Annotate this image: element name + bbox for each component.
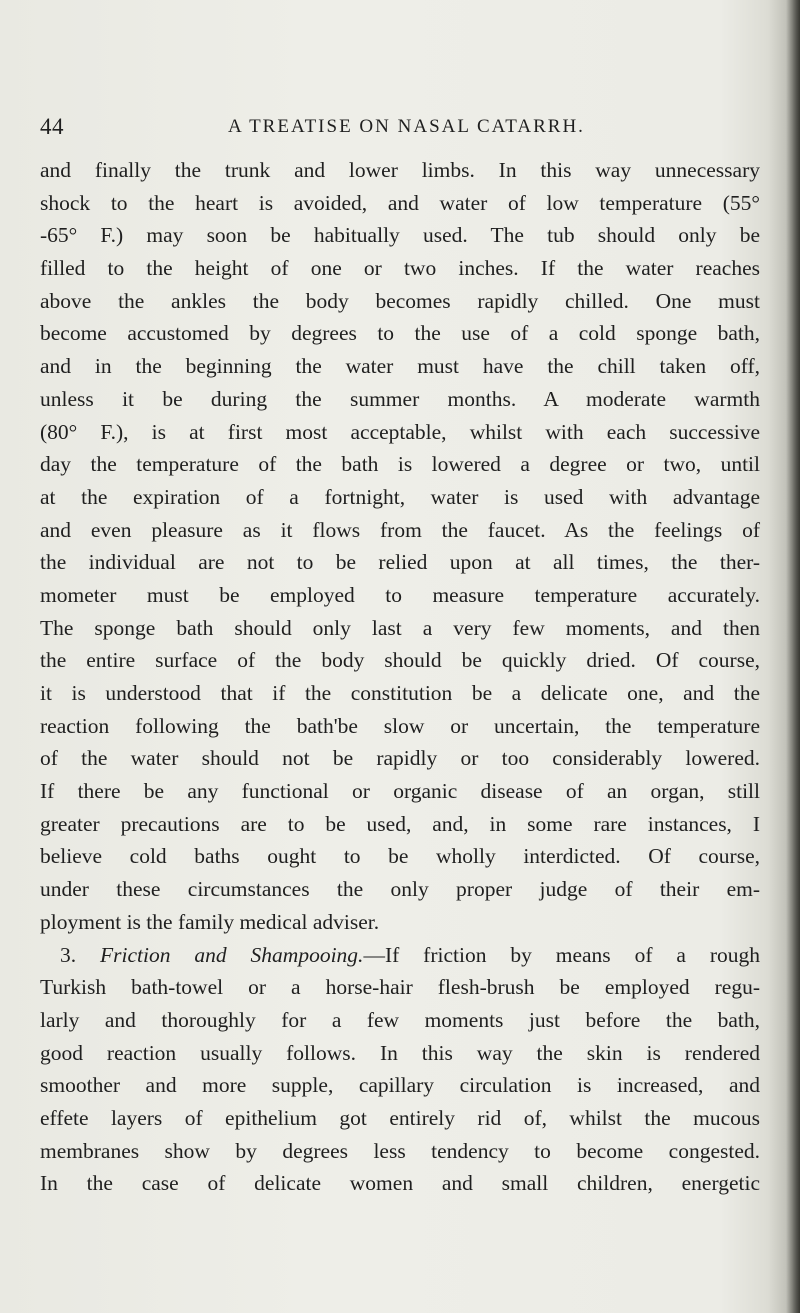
text-line: and finally the trunk and lower limbs. In this way unnecessary (40, 158, 760, 182)
text-line: The sponge bath should only last a very few moments, and then (40, 615, 760, 640)
text-line: under these circumstances the only proper judge of their em- (40, 877, 760, 902)
section-heading-line (40, 939, 760, 972)
section-lead-text: —If friction by means of a rough (363, 942, 761, 967)
text-line: Turkish bath-towel or a horse-hair flesh-brush be employed regu- (40, 975, 760, 1000)
text-line: believe cold baths ought to be wholly interdicted. Of course, (40, 844, 760, 869)
text-line: mometer must be employed to measure temperature accurately. (40, 582, 760, 607)
text-line: the individual are not to be relied upon at all times, the ther- (40, 550, 760, 575)
section-number: 3. (60, 942, 77, 967)
text-line: of the water should not be rapidly or too considerably lowered. (40, 746, 760, 771)
text-line: and even pleasure as it flows from the faucet. As the feelings of (40, 517, 760, 542)
text-line: day the temperature of the bath is lowered a degree or two, until (40, 452, 760, 477)
text-line: the entire surface of the body should be quickly dried. Of course, (40, 648, 760, 673)
page-number: 44 (40, 114, 64, 139)
text-line: above the ankles the body becomes rapidly chilled. One must (40, 288, 760, 313)
body-text (40, 154, 760, 1200)
text-line: and in the beginning the water must have the chill taken off, (40, 354, 760, 379)
text-line: If there be any functional or organic disease of an organ, still (40, 779, 760, 804)
text-line: greater precautions are to be used, and, in some rare instances, I (40, 811, 760, 836)
text-line: In the case of delicate women and small children, energetic (40, 1171, 760, 1196)
text-line: good reaction usually follows. In this way the skin is rendered (40, 1040, 760, 1065)
text-line: at the expiration of a fortnight, water is used with advantage (40, 484, 760, 509)
text-line: membranes show by degrees less tendency to become congested. (40, 1138, 760, 1163)
text-line: shock to the heart is avoided, and water of low temperature (55° (40, 190, 760, 215)
running-head: A TREATISE ON NASAL CATARRH. (228, 116, 585, 137)
page-header (40, 114, 740, 144)
page-edge-shadow (786, 0, 800, 1313)
text-line: it is understood that if the constitution be a delicate one, and the (40, 681, 760, 705)
text-line: effete layers of epithelium got entirely rid of, whilst the mucous (40, 1105, 760, 1130)
text-line: unless it be during the summer months. A moderate warmth (40, 386, 760, 411)
text-line: become accustomed by degrees to the use of a cold sponge bath, (40, 321, 760, 346)
text-line: (80° F.), is at first most acceptable, whilst with each successive (40, 419, 760, 444)
section-heading: Friction and Shampooing. (100, 942, 364, 967)
text-line: -65° F.) may soon be habitually used. The tub should only be (40, 223, 760, 248)
text-line: smoother and more supple, capillary circulation is increased, and (40, 1073, 760, 1098)
text-line: reaction following the bath'be slow or uncertain, the temperature (40, 713, 760, 738)
text-line: filled to the height of one or two inches. If the water reaches (40, 256, 760, 281)
text-line: ployment is the family medical adviser. (40, 909, 380, 934)
text-line: larly and thoroughly for a few moments just before the bath, (40, 1007, 760, 1032)
